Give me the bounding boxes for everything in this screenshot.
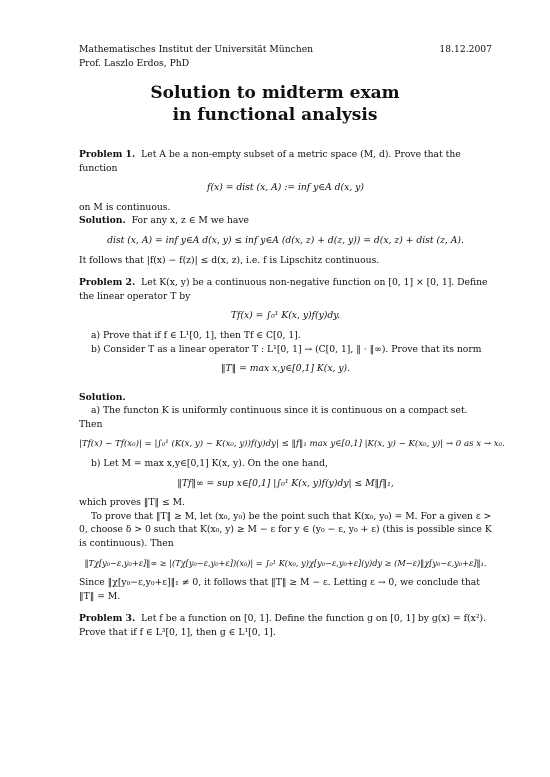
problem-1 (79, 148, 492, 175)
problem-2-statement: Let K(x, y) be a continuous non-negative function on [0, 1] × [0, 1]. Define the linear operator T by (79, 277, 488, 302)
title-line-2: in functional analysis (172, 105, 378, 125)
problem-1-label: Problem 1. (79, 149, 136, 160)
problem-3-label: Problem 3. (79, 613, 136, 625)
solution-2-b-other: To prove that ‖T‖ ≥ M, let (x₀, y₀) be the point such that K(x₀, y₀) = M. For a given ε > 0, choose δ > 0 such that K(x₀, y) ≥ M − ε for y ∈ (y₀ − ε, y₀ + ε) (this is possible since K is continuous). Then (79, 510, 492, 550)
solution-1-label: Solution. (79, 215, 126, 227)
solution-2-b-intro: b) Let M = max x,y∈[0,1] K(x, y). On the one hand, (91, 458, 328, 470)
title-line-1: Solution to midterm exam (150, 83, 400, 103)
solution-1 (79, 214, 492, 228)
solution-2-b-conclusion: Since ‖χ[y₀−ε,y₀+ε]‖₁ ≠ 0, it follows that ‖T‖ ≥ M − ε. Letting ε → 0, we conclude that ‖T‖ = M. (79, 577, 480, 602)
solution-1-equation: dist (x, A) = inf y∈A d(x, y) ≤ inf y∈A (d(x, z) + d(z, y)) = d(x, z) + dist (z, A). (107, 234, 464, 246)
solution-1-intro: For any x, z ∈ M we have (131, 215, 249, 227)
problem-2-part-b: b) Consider T as a linear operator T : L¹[0, 1] → (C[0, 1], ‖ · ‖∞). Prove that its norm (91, 343, 482, 355)
solution-2-a-intro: a) The functon K is uniformly continuous since it is continuous on a compact set. Then (79, 405, 468, 430)
page-header (79, 43, 492, 71)
solution-2 (79, 391, 492, 405)
solution-2-b-proves: which proves ‖T‖ ≤ M. (79, 497, 185, 509)
solution-1-conclusion: It follows that |f(x) − f(z)| ≤ d(x, z), i.e. f is Lipschitz continuous. (79, 254, 380, 266)
problem-1-equation: f(x) = dist (x, A) := inf y∈A d(x, y) (207, 182, 364, 194)
problem-2-part-a: a) Prove that if f ∈ L¹[0, 1], then Tf ∈ C[0, 1]. (91, 329, 301, 341)
problem-2-label: Problem 2. (79, 277, 136, 289)
problem-2-equation: Tf(x) = ∫₀¹ K(x, y)f(y)dy. (230, 310, 341, 322)
problem-1-statement: Let A be a non-empty subset of a metric space (M, d). Prove that the function (79, 149, 461, 174)
problem-2-norm-equation: ‖T‖ = max x,y∈[0,1] K(x, y). (220, 363, 351, 375)
solution-2-b-equation-2: ‖Tχ[y₀−ε,y₀+ε]‖∞ ≥ |(Tχ[y₀−ε,y₀+ε])(x₀)| = ∫₀¹ K(x₀, y)χ[y₀−ε,y₀+ε](y)dy ≥ (M−ε)‖χ[y₀−ε,y₀+ε]‖₁. (84, 557, 487, 568)
document-body (79, 148, 505, 640)
problem-3 (79, 612, 492, 639)
problem-2 (79, 276, 492, 303)
document-date: 18.12.2007 (439, 44, 492, 55)
document-title (0, 82, 550, 126)
problem-3-statement: Let f be a function on [0, 1]. Define the function g on [0, 1] by g(x) = f(x²). Prove that if f ∈ L³[0, 1], then g ∈ L¹[0, 1]. (79, 613, 487, 639)
solution-2-b-equation: ‖Tf‖∞ = sup x∈[0,1] |∫₀¹ K(x, y)f(y)dy| ≤ M‖f‖₁, (177, 477, 394, 489)
solution-2-a-equation: |Tf(x) − Tf(x₀)| = |∫₀¹ (K(x, y) − K(x₀, y))f(y)dy| ≤ ‖f‖₁ max y∈[0,1] |K(x, y) − K(x₀, y)| → 0 as x → x₀. (79, 438, 505, 449)
author-name: Prof. Laszlo Erdos, PhD (79, 58, 190, 69)
solution-2-label: Solution. (79, 391, 126, 403)
institute-name: Mathematisches Institut der Universität München (79, 44, 314, 55)
problem-1-after: on M is continuous. (79, 201, 171, 213)
